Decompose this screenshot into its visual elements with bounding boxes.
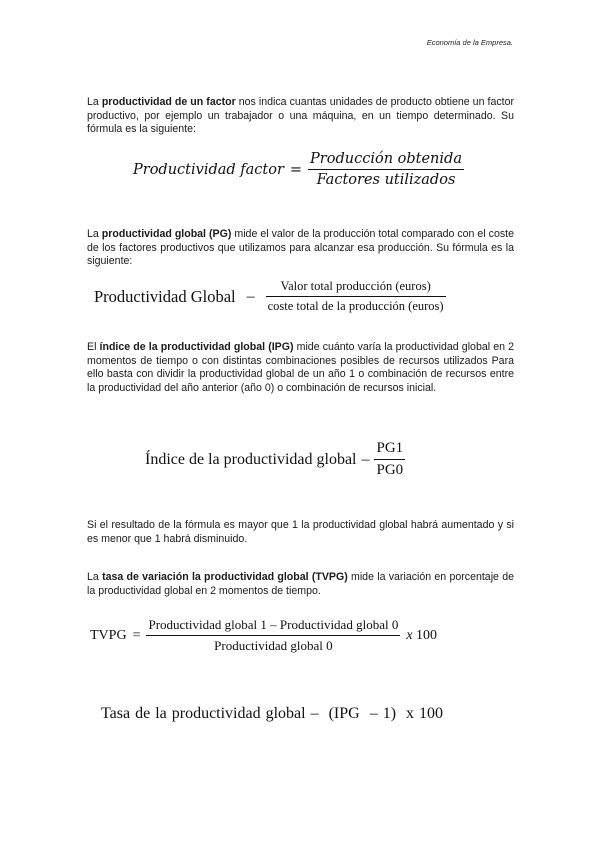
formula-fraction — [146, 617, 400, 654]
formula-productividad-global — [94, 279, 446, 314]
multiply-sign: x — [406, 627, 413, 643]
fraction-denominator: Factores utilizados — [316, 172, 456, 188]
page-header: Economía de la Empresa. — [426, 38, 513, 47]
paragraph-productividad-factor — [87, 96, 514, 137]
formula-multiplier — [406, 628, 437, 644]
formula-operator: = — [289, 161, 303, 178]
formula-operator: – — [246, 287, 255, 305]
paragraph-prefix: El — [87, 341, 100, 353]
fraction-denominator: Productividad global 0 — [214, 638, 333, 653]
fraction-denominator: coste total de la producción (euros) — [267, 299, 444, 313]
formula-lhs: Productividad Global — [94, 286, 236, 306]
formula-operator: = — [132, 627, 141, 643]
multiplier-value: 100 — [416, 627, 438, 643]
fraction-numerator: Producción obtenida — [310, 151, 462, 167]
paragraph-productividad-global — [87, 228, 514, 269]
formula-fraction — [308, 151, 464, 188]
formula-fraction — [266, 279, 446, 314]
formula-indice-productividad — [145, 440, 405, 479]
fraction-numerator: Valor total producción (euros) — [280, 279, 431, 293]
paragraph-prefix: La — [87, 571, 103, 583]
formula-lhs: TVPG — [90, 627, 127, 643]
paragraph-body: mide la variación en porcentaje de la productividad global en 2 momentos de tiempo. — [87, 571, 514, 597]
term-productividad-factor: productividad de un factor — [101, 96, 236, 108]
formula-tvpg — [90, 617, 437, 654]
formula-fraction — [374, 440, 405, 479]
formula-lhs: Productividad factor — [133, 161, 284, 178]
formula-productividad-factor — [133, 151, 464, 188]
paragraph-body: mide el valor de la producción total comparado con el coste de los factores productivos que utilizamos para alcanzar esa producción. Su fórmula es la siguiente: — [87, 228, 514, 268]
fraction-numerator: Productividad global 1 – Productividad global 0 — [148, 617, 399, 632]
paragraph-tasa-variacion — [87, 571, 514, 598]
term-indice-productividad: índice de la productividad global (IPG) — [99, 341, 294, 353]
paragraph-indice-productividad — [87, 341, 514, 395]
paragraph-body: mide cuánto varía la productividad global en 2 momentos de tiempo o con distintas combinaciones posibles de recursos utilizados Para ello basta con dividir la productividad global de un año 1 o combinación de recursos entre la productividad del año anterior (año 0) o combinación de recursos inicial. — [87, 341, 514, 394]
term-tasa-variacion: tasa de variación la productividad global (TVPG) — [102, 571, 348, 583]
paragraph-resultado: Si el resultado de la fórmula es mayor que 1 la productividad global habrá aumentado y si es menor que 1 habrá disminuido. — [87, 519, 514, 545]
paragraph-prefix: La — [87, 228, 102, 240]
paragraph-prefix: La — [87, 96, 102, 108]
fraction-denominator: PG0 — [376, 462, 404, 478]
paragraph-body: nos indica cuantas unidades de producto obtiene un factor productivo, por ejemplo un trabajador o una máquina, en un tiempo determinado. Su fórmula es la siguiente: — [87, 96, 514, 136]
formula-lhs: Índice de la productividad global — [145, 450, 357, 468]
formula-operator: – — [361, 450, 370, 468]
fraction-numerator: PG1 — [376, 440, 404, 456]
formula-expression: Tasa de la productividad global – (IPG – 1) x 100 — [101, 705, 444, 722]
formula-tasa-productividad — [101, 705, 443, 723]
term-productividad-global: productividad global (PG) — [101, 228, 232, 240]
